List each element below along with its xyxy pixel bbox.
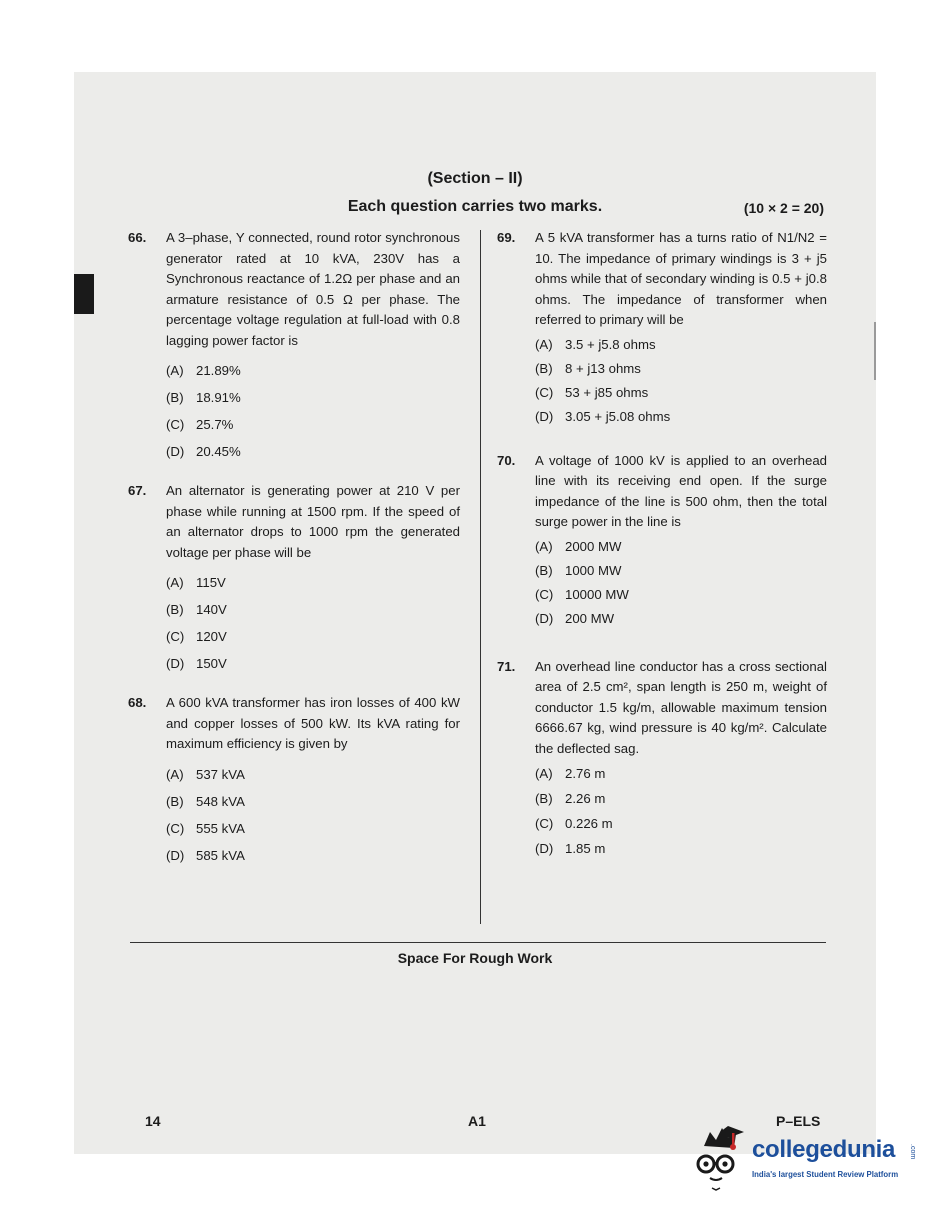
option-value: 140V	[196, 602, 227, 617]
option-d	[535, 607, 827, 631]
option-d	[535, 405, 827, 429]
question-69	[497, 228, 827, 429]
option-label: (A)	[166, 575, 184, 590]
option-value: 0.226 m	[565, 816, 613, 831]
option-a	[535, 535, 827, 559]
option-label: (A)	[535, 336, 553, 352]
options	[166, 569, 460, 677]
option-value: 585 kVA	[196, 847, 245, 863]
page-number: 14	[145, 1113, 161, 1129]
option-a	[535, 333, 827, 357]
option-d	[166, 438, 460, 465]
option-value: 200 MW	[565, 610, 615, 626]
option-value: 18.91%	[196, 390, 241, 405]
option-value: 1000 MW	[565, 562, 622, 578]
rough-work-rule	[130, 942, 826, 943]
option-value: 8 + j13 ohms	[565, 360, 641, 376]
logo-tagline: India's largest Student Review Platform	[752, 1170, 899, 1179]
option-b	[166, 384, 460, 411]
booklet-code: A1	[468, 1113, 486, 1129]
option-a	[166, 761, 460, 788]
options	[535, 535, 827, 631]
question-number: 70.	[497, 452, 516, 468]
left-column	[128, 228, 460, 869]
option-value: 150V	[196, 656, 227, 671]
option-label: (C)	[535, 816, 554, 831]
options	[535, 333, 827, 429]
option-b	[166, 788, 460, 815]
option-label: (B)	[535, 360, 553, 376]
option-label: (D)	[166, 656, 185, 671]
option-label: (A)	[535, 766, 553, 781]
option-a	[166, 357, 460, 384]
logo-suffix: .com	[909, 1144, 916, 1160]
question-text: A 3–phase, Y connected, round rotor synchronous generator rated at 10 kVA, 230V has a Synchronous reactance of 1.2Ω per phase and an armature resistance of 0.5 Ω per phase. The percentage voltage regulation at full-load with 0.8 lagging power factor is	[166, 230, 460, 348]
option-value: 10000 MW	[565, 586, 629, 602]
option-label: (A)	[166, 363, 184, 378]
option-value: 537 kVA	[196, 766, 245, 782]
question-71	[497, 657, 827, 862]
question-number: 71.	[497, 658, 516, 674]
option-value: 25.7%	[196, 417, 234, 432]
option-value: 548 kVA	[196, 793, 245, 809]
option-label: (B)	[535, 791, 553, 806]
option-label: (C)	[166, 629, 185, 644]
option-value: 555 kVA	[196, 820, 245, 836]
option-value: 120V	[196, 629, 227, 644]
option-d	[535, 836, 827, 861]
options	[535, 761, 827, 861]
margin-line	[874, 322, 876, 380]
option-label: (D)	[535, 610, 554, 626]
section-subtitle: Each question carries two marks.	[347, 198, 603, 215]
option-c	[535, 583, 827, 607]
option-value: 115V	[196, 575, 226, 590]
question-67	[128, 481, 460, 677]
option-b	[166, 596, 460, 623]
option-a	[166, 569, 460, 596]
options	[166, 357, 460, 465]
question-text: A voltage of 1000 kV is applied to an overhead line with its receiving end open. If the surge impedance of the line is 500 ohm, then the total surge power in the line is	[535, 452, 827, 529]
option-b	[535, 786, 827, 811]
question-text: A 600 kVA transformer has iron losses of 400 kW and copper losses of 500 kW. Its kVA rating for maximum efficiency is given by	[166, 695, 460, 751]
rough-work-label: Space For Rough Work	[397, 950, 553, 966]
question-66	[128, 228, 460, 465]
student-mascot-icon	[690, 1124, 752, 1194]
question-text: An overhead line conductor has a cross sectional area of 2.5 cm², span length is 250 m, weight of conductor 1.5 kg/m, allowable maximum tension 6666.67 kg, wind pressure is 40 kg/m². Calculate the deflected sag.	[535, 658, 827, 756]
question-number: 68.	[128, 695, 147, 710]
option-value: 20.45%	[196, 444, 241, 459]
option-c	[535, 811, 827, 836]
option-label: (C)	[535, 586, 554, 602]
option-label: (C)	[166, 820, 185, 836]
option-c	[166, 411, 460, 438]
option-label: (B)	[166, 793, 184, 809]
option-value: 53 + j85 ohms	[565, 384, 649, 400]
option-value: 2.26 m	[565, 791, 606, 806]
question-text: A 5 kVA transformer has a turns ratio of N1/N2 = 10. The impedance of primary windings is 3 + j5 ohms while that of secondary winding is 0.5 + j0.8 ohms. The impedance of transformer when referred to primary will be	[535, 230, 827, 327]
option-label: (D)	[535, 408, 554, 424]
option-value: 3.5 + j5.8 ohms	[565, 336, 656, 352]
option-value: 21.89%	[196, 363, 241, 378]
option-label: (D)	[166, 444, 185, 459]
column-divider	[480, 230, 481, 924]
option-b	[535, 357, 827, 381]
option-b	[535, 559, 827, 583]
option-value: 2000 MW	[565, 538, 622, 554]
option-label: (C)	[535, 384, 554, 400]
option-c	[166, 815, 460, 842]
section-title: (Section – II)	[427, 170, 523, 187]
option-label: (A)	[535, 538, 553, 554]
question-text: An alternator is generating power at 210 V per phase while running at 1500 rpm. If the speed of an alternator drops to 1000 rpm the generated voltage per phase will be	[166, 483, 460, 560]
option-label: (B)	[166, 602, 184, 617]
question-number: 67.	[128, 483, 147, 498]
logo-name: collegedunia	[752, 1136, 896, 1163]
question-number: 69.	[497, 230, 516, 245]
section-marks: (10 × 2 = 20)	[743, 200, 824, 216]
option-a	[535, 761, 827, 786]
option-value: 3.05 + j5.08 ohms	[565, 408, 671, 424]
option-label: (A)	[166, 766, 184, 782]
option-label: (B)	[535, 562, 553, 578]
option-d	[166, 842, 460, 869]
binding-mark	[74, 274, 94, 314]
paper-code: P–ELS	[776, 1113, 821, 1129]
question-70	[497, 451, 827, 631]
option-label: (B)	[166, 390, 184, 405]
options	[166, 761, 460, 869]
collegedunia-logo	[690, 1124, 930, 1194]
question-number: 66.	[128, 230, 147, 245]
question-68	[128, 693, 460, 869]
option-value: 1.85 m	[565, 841, 606, 856]
option-d	[166, 650, 460, 677]
right-column	[497, 228, 827, 861]
option-label: (D)	[535, 841, 554, 856]
option-c	[166, 623, 460, 650]
option-value: 2.76 m	[565, 766, 606, 781]
option-label: (D)	[166, 847, 185, 863]
option-c	[535, 381, 827, 405]
option-label: (C)	[166, 417, 185, 432]
